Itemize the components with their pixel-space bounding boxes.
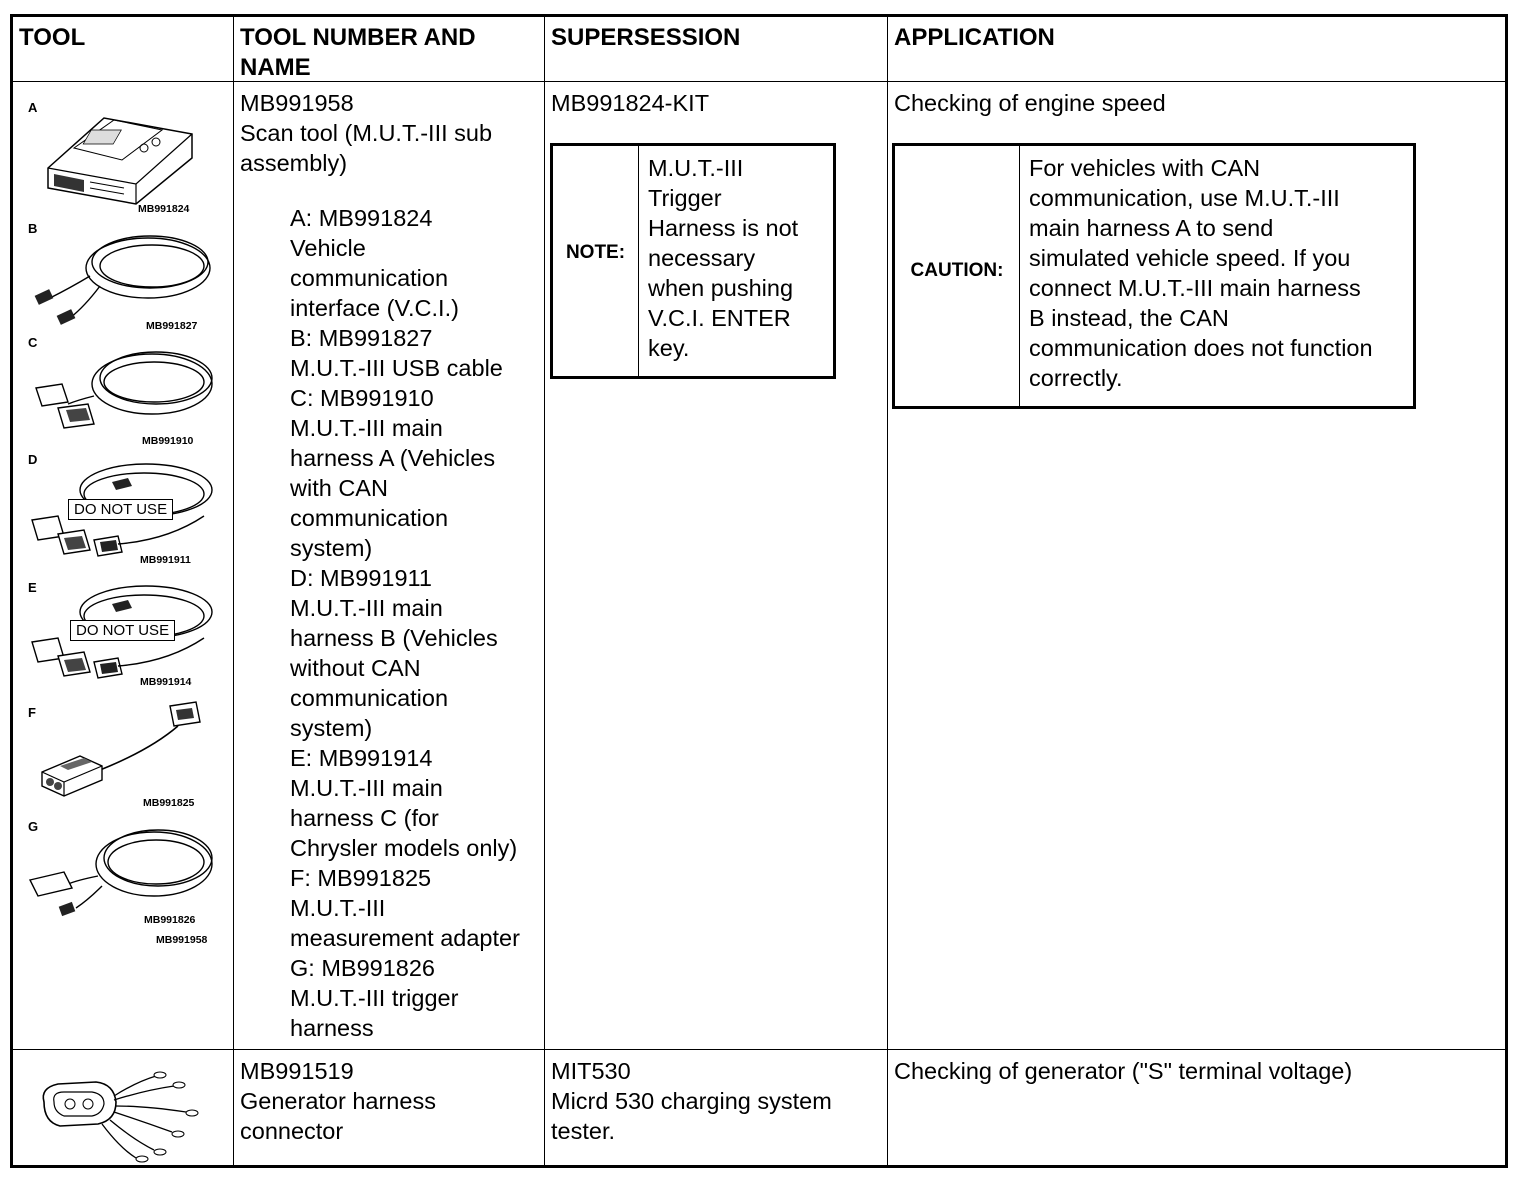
note-line: Harness is not [648, 215, 799, 241]
component-line: C: MB991910 [290, 385, 434, 411]
component-line: with CAN [290, 475, 388, 501]
caution-divider [1019, 146, 1020, 406]
component-line: M.U.T.-III USB cable [290, 355, 503, 381]
caution-line: main harness A to send [1029, 215, 1274, 241]
caution-line: connect M.U.T.-III main harness [1029, 275, 1361, 301]
component-line: measurement adapter [290, 925, 520, 951]
component-line: A: MB991824 [290, 205, 433, 231]
component-line: system) [290, 535, 373, 561]
vci-scan-tool-icon [44, 108, 194, 208]
component-line: Vehicle [290, 235, 366, 261]
component-line: B: MB991827 [290, 325, 433, 351]
tool-letter-d: D [28, 452, 38, 467]
tool-part-number-g: MB991826 [144, 914, 196, 926]
header-divider [13, 81, 1505, 82]
supersession-row2-line3: tester. [551, 1118, 616, 1144]
trigger-harness-icon [28, 824, 218, 919]
caution-line: simulated vehicle speed. If you [1029, 245, 1351, 271]
component-line: M.U.T.-III main [290, 775, 443, 801]
component-line: harness A (Vehicles [290, 445, 496, 471]
component-line: communication [290, 685, 449, 711]
note-divider [638, 146, 639, 376]
application-row1: Checking of engine speed [894, 90, 1166, 116]
note-label: NOTE: [565, 242, 626, 263]
tool-name-row2-line1: Generator harness [240, 1088, 436, 1114]
header-tool-number-and-name: TOOL NUMBER AND NAME [240, 24, 476, 81]
usb-cable-icon [30, 226, 215, 326]
tool-number-row1: MB991958 [240, 90, 354, 116]
tool-name-row1-line1: Scan tool (M.U.T.-III sub [240, 120, 493, 146]
row-divider [13, 1049, 1505, 1050]
tool-letter-c: C [28, 335, 38, 350]
caution-line: communication does not function [1029, 335, 1373, 361]
header-tool: TOOL [19, 24, 86, 51]
do-not-use-label-d: DO NOT USE [68, 499, 173, 520]
header-application: APPLICATION [894, 24, 1055, 51]
tool-name-row2-line2: connector [240, 1118, 344, 1144]
do-not-use-label-e: DO NOT USE [70, 620, 175, 641]
component-line: harness B (Vehicles [290, 625, 498, 651]
caution-label: CAUTION: [910, 260, 1004, 281]
note-line: key. [648, 335, 690, 361]
supersession-row2-line1: MIT530 [551, 1058, 631, 1084]
column-divider-1 [233, 17, 234, 1165]
component-line: Chrysler models only) [290, 835, 518, 861]
tool-letter-e: E [28, 580, 37, 595]
note-line: necessary [648, 245, 756, 271]
caution-text [1029, 153, 1373, 393]
column-divider-3 [887, 17, 888, 1165]
component-line: harness C (for [290, 805, 439, 831]
header-supersession: SUPERSESSION [551, 24, 741, 51]
component-line: harness [290, 1015, 374, 1041]
application-row2: Checking of generator ("S" terminal voltage) [894, 1058, 1353, 1084]
tool-part-number-b: MB991827 [146, 320, 198, 332]
component-line: F: MB991825 [290, 865, 432, 891]
component-line: communication [290, 265, 449, 291]
measurement-adapter-icon [40, 700, 210, 800]
supersession-row1: MB991824-KIT [551, 90, 710, 116]
tool-name-row1-line2: assembly) [240, 150, 348, 176]
caution-line: For vehicles with CAN [1029, 155, 1261, 181]
component-line: M.U.T.-III main [290, 415, 443, 441]
column-divider-2 [544, 17, 545, 1165]
component-line: interface (V.C.I.) [290, 295, 459, 321]
caution-line: B instead, the CAN [1029, 305, 1229, 331]
supersession-row2-line2: Micrd 530 charging system [551, 1088, 832, 1114]
tool-letter-f: F [28, 705, 36, 720]
tool-number-row2: MB991519 [240, 1058, 354, 1084]
tool-part-number-d: MB991911 [140, 554, 191, 566]
tool-part-number-f: MB991825 [143, 797, 195, 809]
tool-letter-a: A [28, 100, 38, 115]
caution-line: correctly. [1029, 365, 1123, 391]
note-text [648, 153, 798, 363]
component-line: M.U.T.-III main [290, 595, 443, 621]
caution-box [892, 143, 1416, 409]
component-line: communication [290, 505, 449, 531]
tool-part-number-c: MB991910 [142, 435, 194, 447]
component-line: system) [290, 715, 373, 741]
component-line: M.U.T.-III trigger [290, 985, 459, 1011]
tool-letter-b: B [28, 221, 38, 236]
note-box [550, 143, 836, 379]
note-line: when pushing [648, 275, 794, 301]
component-line: G: MB991826 [290, 955, 436, 981]
component-line: without CAN [290, 655, 421, 681]
main-harness-a-icon [28, 344, 218, 434]
component-line: M.U.T.-III [290, 895, 386, 921]
component-line: D: MB991911 [290, 565, 432, 591]
generator-harness-connector-icon [36, 1062, 206, 1162]
tool-part-number-a: MB991824 [138, 203, 190, 215]
tool-letter-g: G [28, 819, 39, 834]
component-line: E: MB991914 [290, 745, 433, 771]
note-line: Trigger [648, 185, 722, 211]
tool-part-number-e: MB991914 [140, 676, 192, 688]
kit-part-number: MB991958 [156, 934, 208, 946]
note-line: M.U.T.-III [648, 155, 744, 181]
note-line: V.C.I. ENTER [648, 305, 791, 331]
caution-line: communication, use M.U.T.-III [1029, 185, 1340, 211]
